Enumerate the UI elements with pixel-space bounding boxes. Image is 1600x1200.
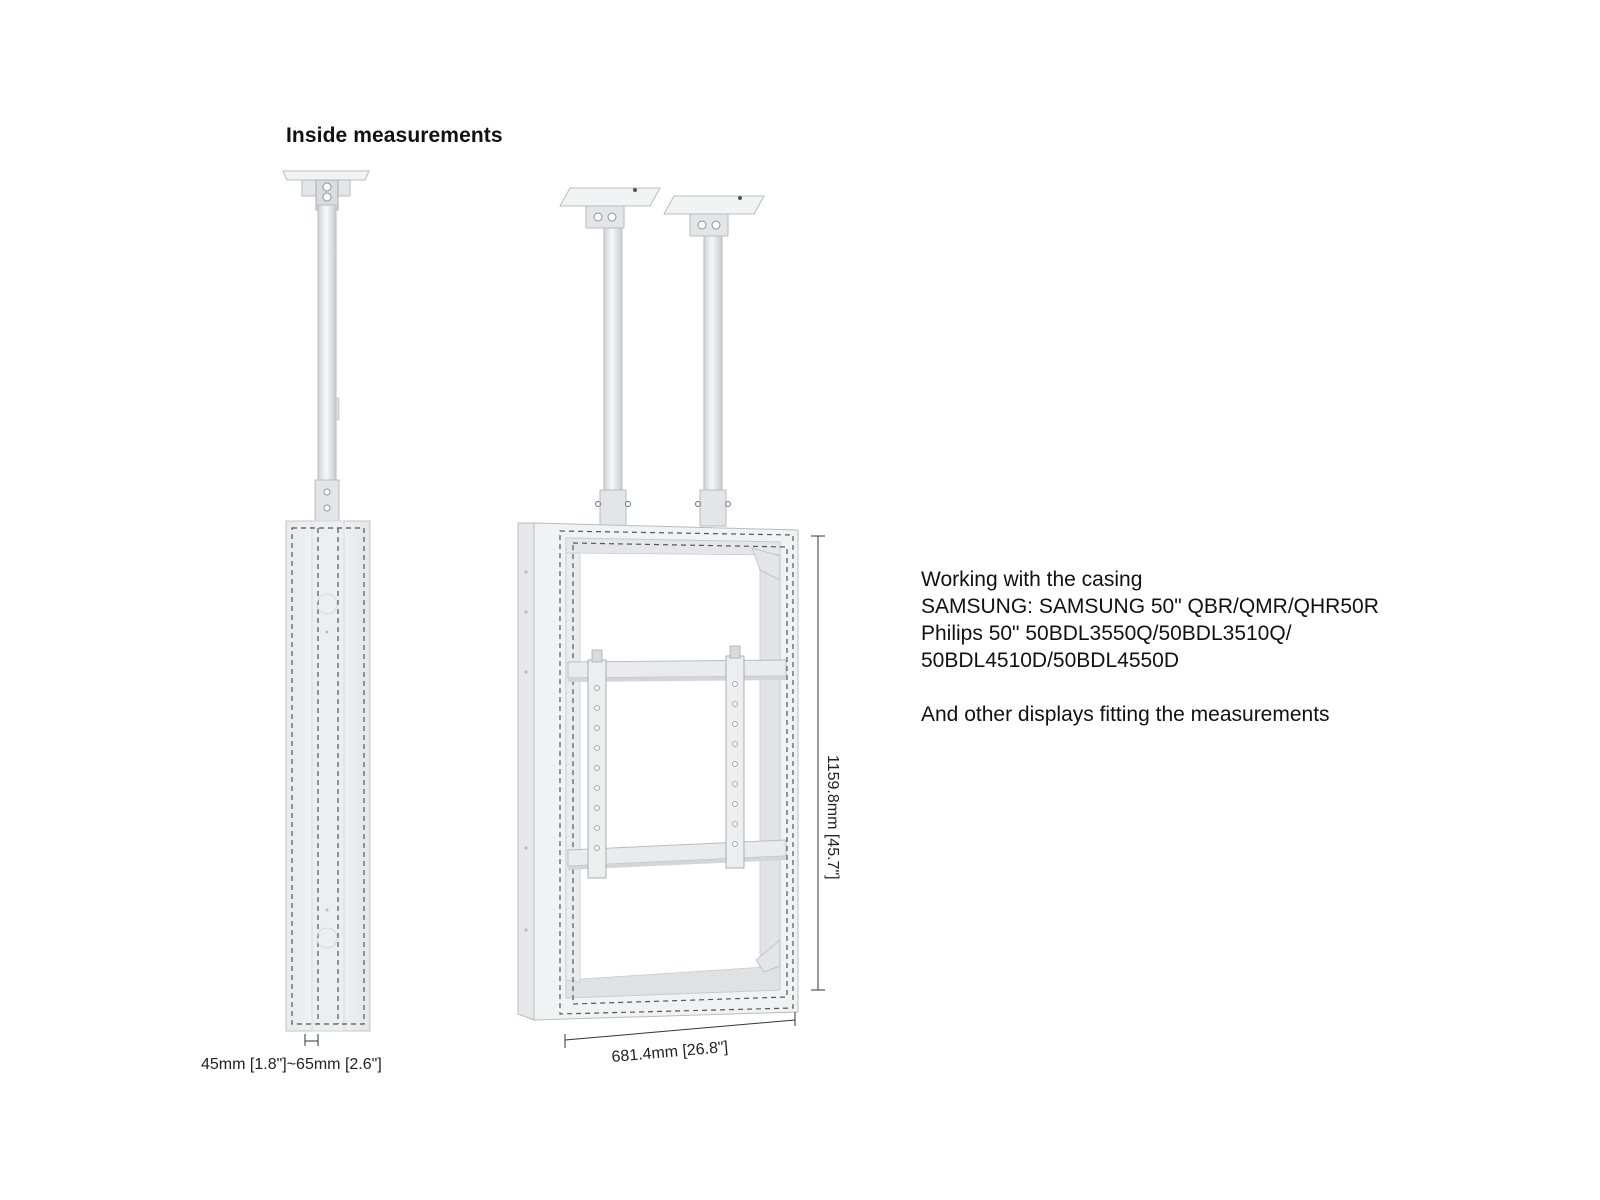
height-dimension <box>811 536 825 990</box>
casing-frame <box>518 523 798 1020</box>
height-dimension-label: 1159.8mm [45.7"] <box>824 755 841 880</box>
side-view <box>201 171 382 1073</box>
compatibility-philips-line-2: 50BDL4510D/50BDL4550D <box>921 649 1180 672</box>
depth-dimension-label: 45mm [1.8"]~65mm [2.6"] <box>201 1056 382 1073</box>
pole-side <box>318 205 336 521</box>
ceiling-plate-right <box>664 196 764 236</box>
ceiling-plate-left <box>560 188 660 228</box>
compatibility-info <box>921 566 1379 728</box>
compatibility-intro: Working with the casing <box>921 568 1143 591</box>
pole-right <box>704 236 722 526</box>
pole-left <box>604 228 622 526</box>
compatibility-samsung: SAMSUNG: SAMSUNG 50" QBR/QMR/QHR50R <box>921 595 1379 618</box>
compatibility-spacer <box>921 674 1379 701</box>
casing-side-profile <box>286 521 370 1031</box>
compatibility-philips-line-1: Philips 50" 50BDL3550Q/50BDL3510Q/ <box>921 622 1292 645</box>
front-view <box>518 188 841 1066</box>
vesa-bracket-left <box>588 650 606 878</box>
depth-dimension <box>305 1034 318 1046</box>
compatibility-other: And other displays fitting the measurements <box>921 703 1330 726</box>
vesa-bracket-right <box>726 646 744 868</box>
page-title: Inside measurements <box>286 124 503 147</box>
width-dimension-label: 681.4mm [26.8"] <box>610 1038 729 1066</box>
ceiling-plate-side <box>283 171 369 210</box>
